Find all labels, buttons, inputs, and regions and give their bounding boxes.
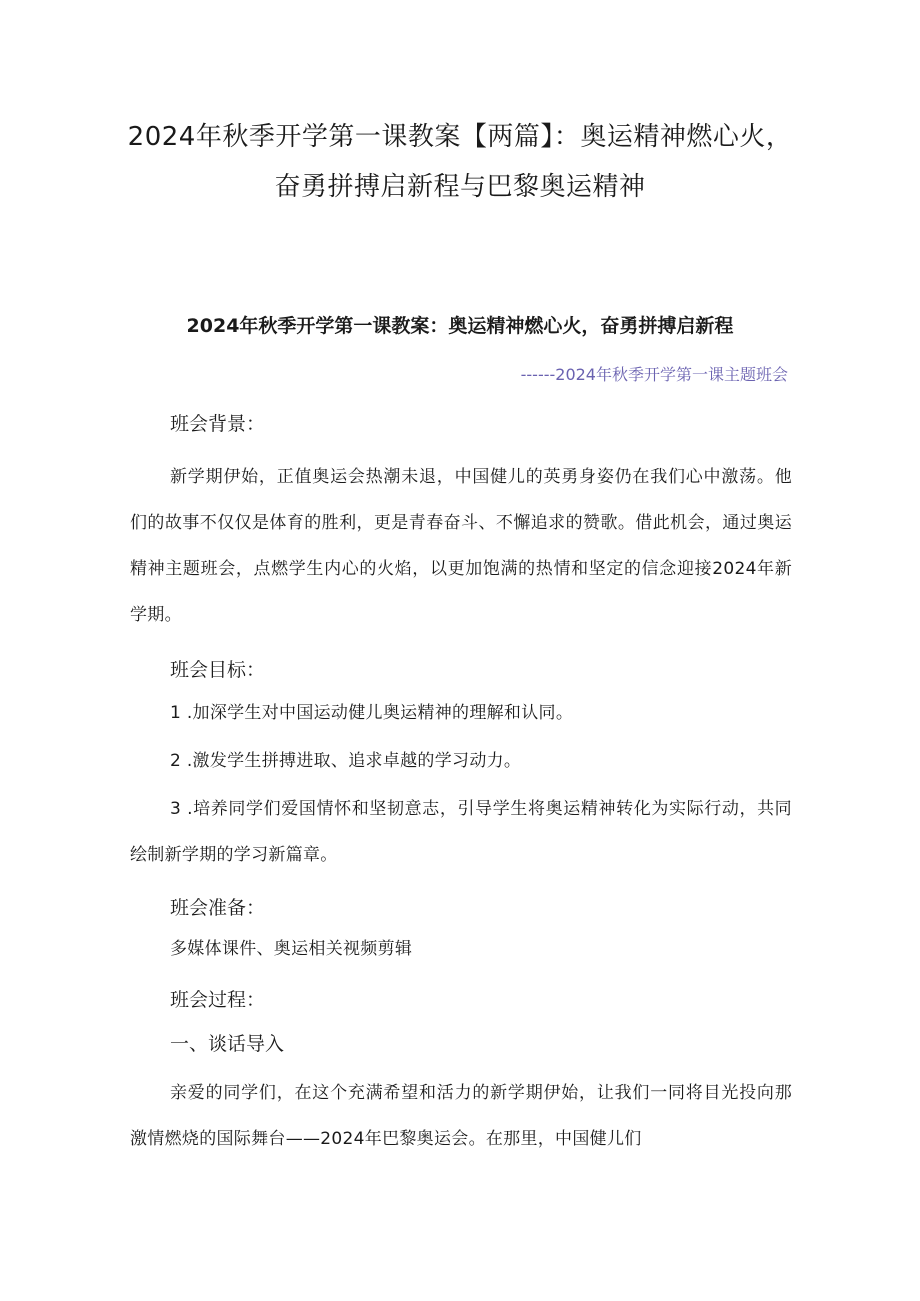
goal-item-2: 2 .激发学生拼搏进取、追求卓越的学习动力。 (170, 751, 522, 771)
goal-item-1: 1 .加深学生对中国运动健儿奥运精神的理解和认同。 (170, 703, 574, 723)
step-1-heading: 一、谈话导入 (170, 1033, 285, 1055)
document-title: 2024年秋季开学第一课教案【两篇】：奥运精神燃心火，奋勇拼搏启新程与巴黎奥运精神 (127, 122, 793, 202)
step-1-paragraph: 亲爱的同学们，在这个充满希望和活力的新学期伊始，让我们一同将目光投向那激情燃烧的国际舞台——2024年巴黎奥运会。在那里，中国健儿们 (130, 1083, 792, 1149)
lesson-plan-byline: ------2024年秋季开学第一课主题班会 (520, 365, 788, 384)
lesson-plan-body (130, 408, 792, 1162)
preparation-text: 多媒体课件、奥运相关视频剪辑 (170, 939, 413, 959)
goals-heading: 班会目标： (170, 659, 266, 681)
preparation-heading: 班会准备： (170, 897, 266, 919)
process-heading: 班会过程： (170, 989, 266, 1011)
background-paragraph: 新学期伊始，正值奥运会热潮未退，中国健儿的英勇身姿仍在我们心中激荡。他们的故事不仅仅是体育的胜利，更是青春奋斗、不懈追求的赞歌。借此机会，通过奥运精神主题班会，点燃学生内心的火焰，以更加饱满的热情和坚定的信念迎接2024年新学期。 (130, 467, 792, 625)
background-heading: 班会背景： (170, 413, 266, 435)
goal-item-3: 3 .培养同学们爱国情怀和坚韧意志，引导学生将奥运精神转化为实际行动，共同绘制新学期的学习新篇章。 (130, 799, 792, 865)
lesson-plan-title: 2024年秋季开学第一课教案：奥运精神燃心火，奋勇拼搏启新程 (186, 315, 734, 337)
